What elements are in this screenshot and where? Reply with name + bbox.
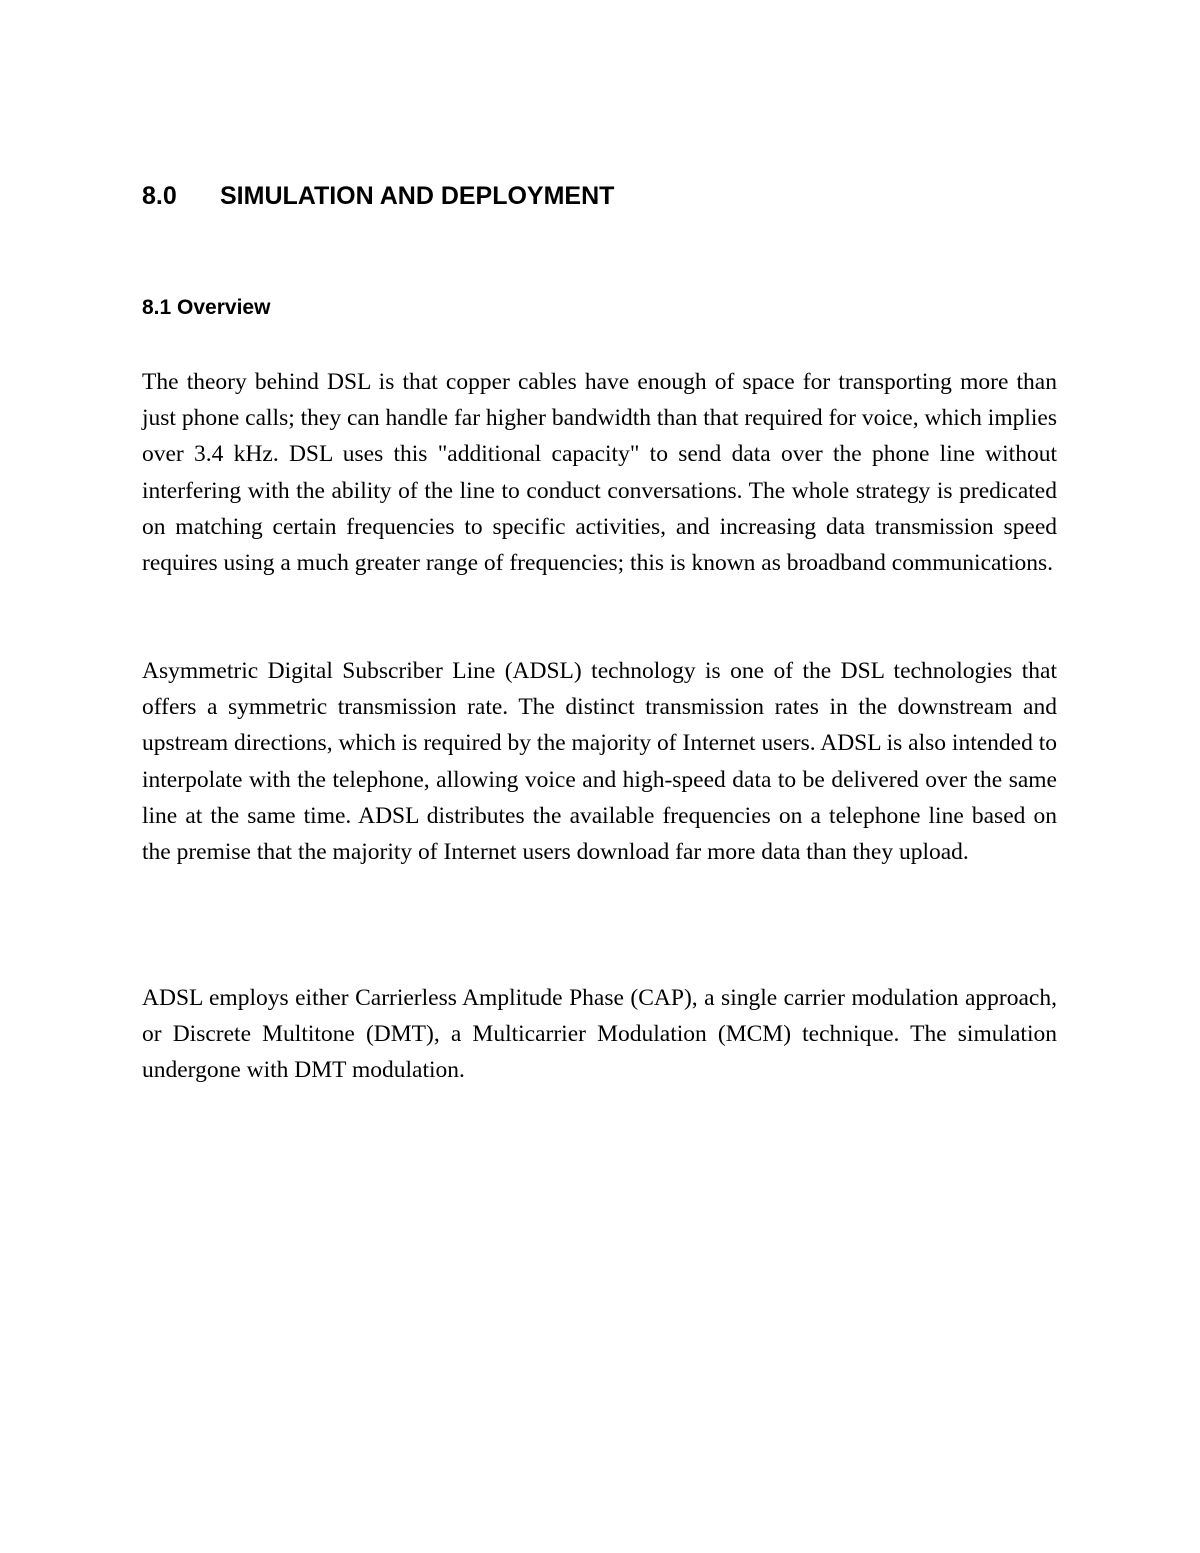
section-title: SIMULATION AND DEPLOYMENT [220, 182, 615, 210]
paragraph-dsl-theory: The theory behind DSL is that copper cables have enough of space for transporting more than just phone calls; they can handle far higher bandwidth than that required for voice, which implies over 3.4 kHz. DSL uses this "additional capacity" to send data over the phone line without interfering with the ability of the line to conduct conversations. The whole strategy is predicated on matching certain frequencies to specific activities, and increasing data transmission speed requires using a much greater range of frequencies; this is known as broadband communications. [142, 369, 1057, 577]
section-heading [142, 178, 614, 214]
section-number: 8.0 [142, 182, 177, 210]
paragraph-adsl-technology: Asymmetric Digital Subscriber Line (ADSL) technology is one of the DSL technologies that offers a symmetric transmission rate. The distinct transmission rates in the downstream and upstream directions, which is required by the majority of Internet users. ADSL is also intended to interpolate with the telephone, allowing voice and high-speed data to be delivered over the same line at the same time. ADSL distributes the available frequencies on a telephone line based on the premise that the majority of Internet users download far more data than they upload. [142, 658, 1057, 866]
paragraph-adsl-modulation: ADSL employs either Carrierless Amplitude Phase (CAP), a single carrier modulation approach, or Discrete Multitone (DMT), a Multicarrier Modulation (MCM) technique. The simulation undergone with DMT modulation. [142, 985, 1057, 1084]
subsection-heading: 8.1 Overview [142, 296, 271, 319]
